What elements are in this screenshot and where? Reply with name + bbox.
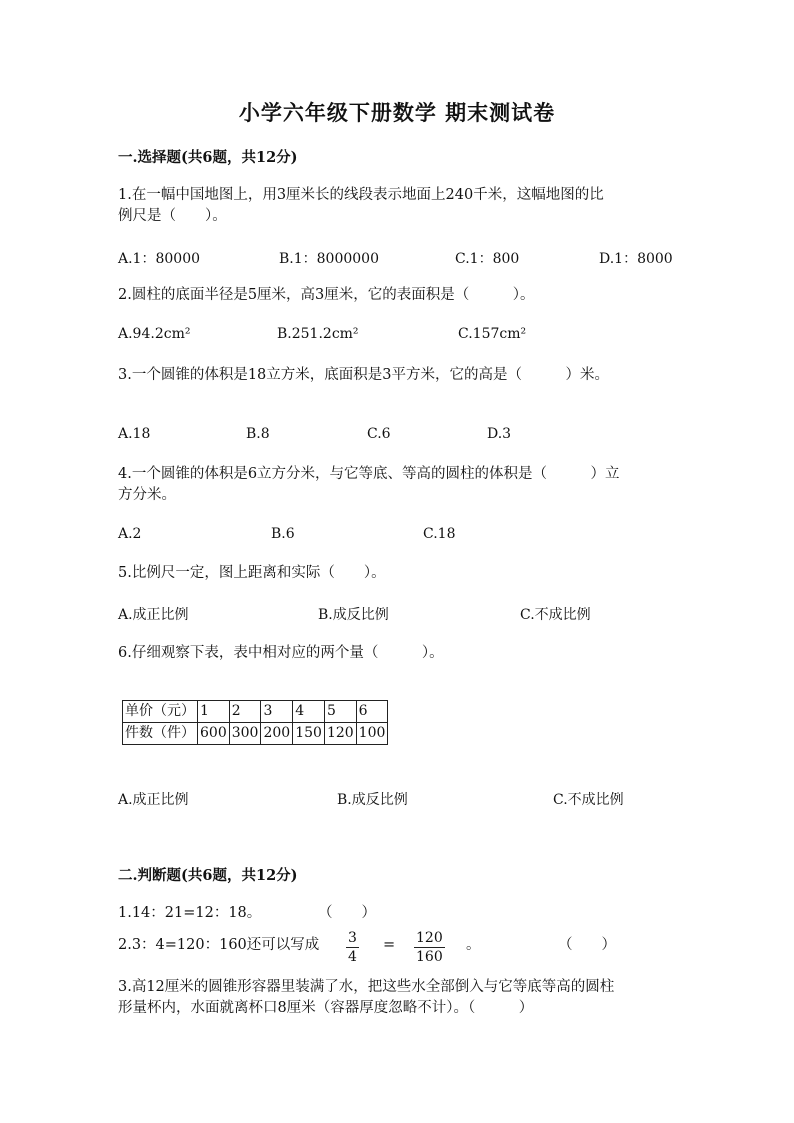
table-row [123,723,388,745]
option-a: A.成正比例 [118,792,189,808]
page-title: 小学六年级下册数学 期末测试卷 [238,100,556,125]
judge-3-line-2: 形量杯内，水面就离杯口8厘米（容器厚度忽略不计）。（ ） [118,1000,534,1016]
question-3-line-1: 3.一个圆锥的体积是18立方米，底面积是3平方米，它的高是（ ）米。 [118,367,610,383]
option-d: D.3 [487,426,512,442]
option-d: D.1：8000 [599,251,673,267]
table-cell: 1 [198,701,230,723]
answer-blank: （ ） [558,937,616,953]
option-b: B.成反比例 [318,607,389,623]
fraction-numerator: 3 [348,930,357,946]
question-2-line-1: 2.圆柱的底面半径是5厘米，高3厘米，它的表面积是（ ）。 [118,287,535,303]
option-b: B.251.2cm² [277,326,359,342]
option-b: B.8 [246,426,270,442]
option-c: C.6 [367,426,391,442]
table-cell: 3 [261,701,293,723]
price-quantity-table [122,700,388,745]
option-c: C.不成比例 [520,607,591,623]
equals-sign: = [383,937,396,953]
table-cell: 300 [229,723,261,745]
question-5-line-1: 5.比例尺一定，图上距离和实际（ ）。 [118,565,386,581]
table-cell: 150 [293,723,325,745]
option-c: C.18 [423,526,456,542]
fraction-denominator: 160 [416,949,443,965]
table-cell: 件数（件） [123,723,198,745]
table-cell: 单价（元） [123,701,198,723]
table-cell: 600 [198,723,230,745]
judge-2-text: 2.3：4=120：160还可以写成 [118,937,320,953]
table-cell: 4 [293,701,325,723]
option-b: B.6 [271,526,295,542]
table-cell: 2 [229,701,261,723]
fraction-denominator: 4 [348,949,357,965]
option-c: C.不成比例 [553,792,624,808]
question-1-line-2: 例尺是（ ）。 [118,208,227,224]
option-a: A.2 [118,526,142,542]
option-c: C.157cm² [458,326,527,342]
option-b: B.成反比例 [337,792,408,808]
answer-blank: （ ） [318,905,376,921]
table-cell: 5 [324,701,356,723]
table-cell: 100 [356,723,388,745]
table-cell: 6 [356,701,388,723]
fraction-3-4 [346,930,359,965]
section-heading-choice: 一.选择题(共6题，共12分) [118,149,298,166]
section-heading-judge: 二.判断题(共6题，共12分) [118,867,298,884]
option-a: A.94.2cm² [118,326,191,342]
question-4-line-2: 方分米。 [118,487,176,503]
fraction-numerator: 120 [416,930,443,946]
table-cell: 200 [261,723,293,745]
judge-1-text: 1.14：21=12：18。 [118,905,262,921]
option-a: A.18 [118,426,151,442]
period: 。 [466,937,481,953]
table-row [123,701,388,723]
option-c: C.1：800 [455,251,520,267]
fraction-120-160 [414,930,445,965]
question-4-line-1: 4.一个圆锥的体积是6立方分米，与它等底、等高的圆柱的体积是（ ）立 [118,466,620,482]
judge-3-line-1: 3.高12厘米的圆锥形容器里装满了水，把这些水全部倒入与它等底等高的圆柱 [118,979,615,995]
question-6-line-1: 6.仔细观察下表，表中相对应的两个量（ ）。 [118,645,444,661]
option-a: A.1：80000 [118,251,201,267]
option-a: A.成正比例 [118,607,189,623]
option-b: B.1：8000000 [279,251,379,267]
table-cell: 120 [324,723,356,745]
question-1-line-1: 1.在一幅中国地图上，用3厘米长的线段表示地面上240千米，这幅地图的比 [118,187,604,203]
